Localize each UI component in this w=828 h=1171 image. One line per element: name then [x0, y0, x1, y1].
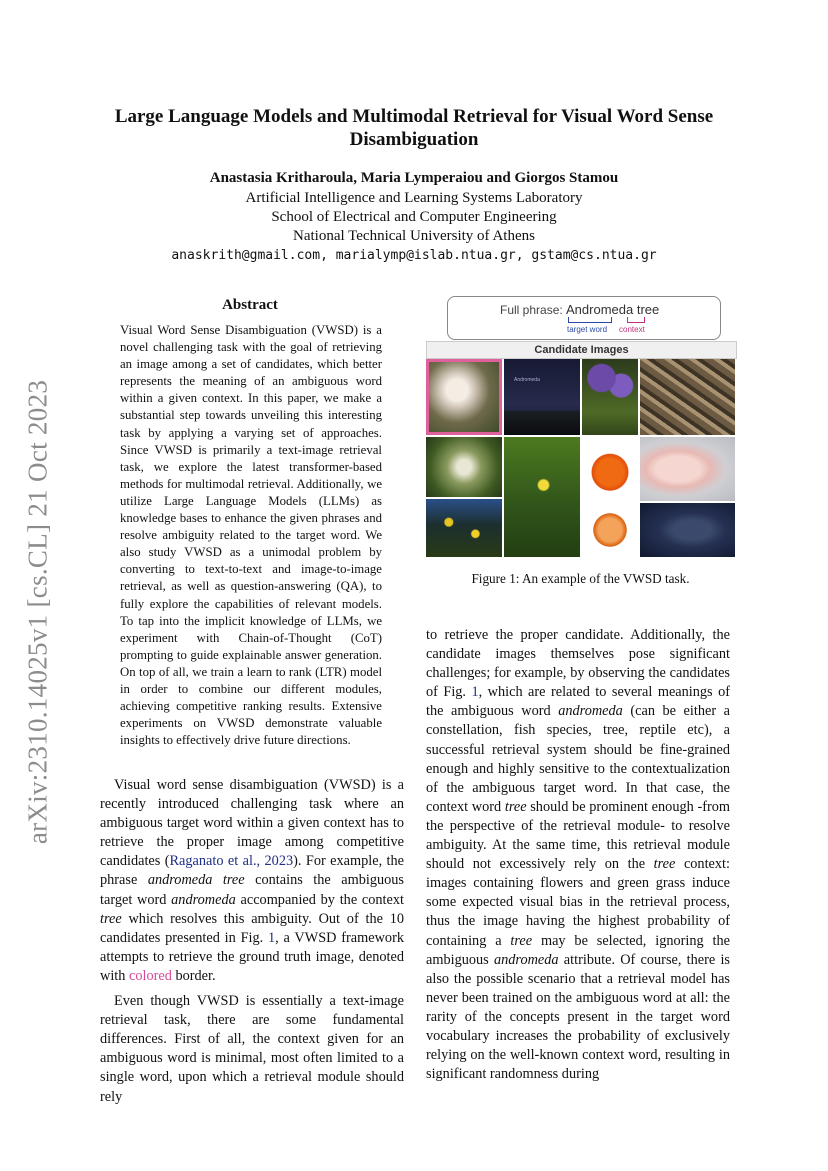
candidate-image-persimmon-cut	[582, 503, 638, 557]
context-bracket	[627, 317, 645, 323]
intro-paragraph-continued	[426, 626, 730, 1084]
emphasis: tree	[510, 932, 533, 949]
abstract-heading: Abstract	[222, 297, 278, 313]
candidate-image-andromeda-tree	[426, 359, 502, 435]
candidate-image-fish	[640, 503, 735, 557]
emphasis: andromeda	[171, 891, 236, 908]
full-phrase-box	[447, 296, 721, 340]
figure-caption: Figure 1: An example of the VWSD task.	[471, 571, 690, 586]
emphasis: tree	[100, 910, 122, 927]
text-run: may be selected, ignoring the ambiguous	[426, 932, 730, 968]
colored-word: colored	[129, 967, 172, 984]
candidate-image-yellow-field	[426, 499, 502, 557]
arxiv-stamp: arXiv:2310.14025v1 [cs.CL] 21 Oct 2023	[22, 379, 53, 845]
emphasis: andromeda	[558, 703, 623, 720]
candidate-image-purple-flowers	[582, 359, 638, 435]
title-line-1: Large Language Models and Multimodal Retrieval for Visual Word Sense	[114, 106, 714, 127]
text-run: , which are related to several meanings of the ambiguous word	[426, 684, 730, 720]
intro-paragraph-1	[100, 776, 404, 986]
text-run: should be prominent enough -from the perspective of the retrieval module- to resolve ambiguity. At the same time, this retrieval module should not excessively rely on the	[426, 798, 730, 873]
body-left-column	[100, 776, 404, 1107]
candidate-images-grid	[426, 359, 735, 557]
phrase-text	[566, 302, 659, 317]
text-run: context: images containing flowers and green grass induce some expected visual bias in the retrieval process, thus the image having the highest probability of containing a	[426, 856, 730, 949]
body-right-column	[426, 626, 730, 1084]
text-run: which resolves this ambiguity. Out of the 10 candidates presented in Fig.	[100, 910, 404, 946]
intro-paragraph-2: Even though VWSD is essentially a text-image retrieval task, there are some fundamental differences. First of all, the context given for an ambiguous word is minimal, most often limited to a single word, upon which a retrieval module should rely	[100, 993, 404, 1105]
emphasis: tree	[653, 856, 676, 873]
candidate-image-persimmon	[582, 437, 638, 501]
figure-ref-link[interactable]: 1	[268, 929, 276, 946]
target-word-label: target word	[567, 325, 608, 334]
abstract-text: Visual Word Sense Disambiguation (VWSD) is a novel challenging task with the goal of retrieving an image among a set of candidates, which better represents the meaning of an ambiguous word within a given context. In this paper, we make a substantial step towards unveiling this interesting task by applying a varying set of approaches. Since VWSD is primarily a text-image retrieval task, we explore the latest transformer-based methods for multimodal retrieval. Additionally, we utilize Large Language Models (LLMs) as knowledge bases to enhance the given phrases and resolve ambiguity related to the target word. We also study VWSD as a unimodal problem by converting to text-to-text and image-to-image retrieval, as well as question-answering (QA), to fully explore the capabilities of relevant models. To tap into the implicit knowledge of LLMs, we experiment with Chain-of-Thought (CoT) prompting to guide explainable answer generation. On top of all, we train a learn to rank (LTR) model in order to combine our different modules, achieving competitive ranking results. Extensive experiments on VWSD demonstrate valuable insights to effectively drive future directions.	[120, 323, 382, 748]
affiliation-school: School of Electrical and Computer Engineering	[271, 209, 557, 225]
paper-title	[60, 105, 768, 151]
candidate-image-axolotl	[640, 437, 735, 501]
phrase-context-word: tree	[636, 302, 660, 317]
emphasis: andromeda	[493, 951, 559, 968]
text-run: contains the ambiguous target word	[100, 872, 404, 908]
emphasis: andromeda tree	[147, 872, 245, 889]
phrase-target-word: Andromeda	[566, 302, 634, 317]
text-run: border.	[171, 967, 216, 984]
affiliation-lab: Artificial Intelligence and Learning Systems Laboratory	[245, 190, 583, 206]
target-bracket	[568, 317, 612, 323]
affiliation-university: National Technical University of Athens	[293, 228, 535, 244]
phrase-label: Full phrase:	[500, 303, 563, 317]
title-line-2: Disambiguation	[349, 129, 479, 150]
candidate-image-grass-flower	[504, 437, 580, 557]
text-run: (can be either a constellation, fish species, tree, reptile etc), a successful retrieval system should be fine-grained enough and highly sensitive to the contextualization of the ambiguous target word. In that case, the context word	[426, 703, 730, 815]
context-label: context	[619, 325, 645, 334]
text-run: Visual word sense disambiguation (VWSD) is a recently introduced challenging task where an ambiguous target word within a given context has to retrieve the proper image among competitive candidates (	[100, 777, 404, 870]
candidate-image-white-blossom	[426, 437, 502, 497]
text-run: ). For example, the phrase	[100, 853, 405, 889]
emphasis: tree	[504, 798, 527, 815]
text-run: , a VWSD framework attempts to retrieve the ground truth image, denoted with	[100, 929, 404, 984]
authors: Anastasia Kritharoula, Maria Lymperaiou and Giorgos Stamou	[209, 170, 619, 186]
author-emails: anaskrith@gmail.com, marialymp@islab.ntua.gr, gstam@cs.ntua.gr	[171, 248, 657, 263]
citation-link[interactable]: Raganato et al., 2023	[169, 853, 294, 870]
figure-ref-link[interactable]: 1	[471, 684, 479, 701]
text-run: to retrieve the proper candidate. Additionally, the candidate images themselves pose significant challenges; for example, by observing the candidates of Fig.	[426, 627, 730, 701]
candidate-images-heading: Candidate Images	[426, 341, 737, 359]
text-run: accompanied by the context	[235, 891, 404, 908]
night-sky-horizon	[504, 411, 580, 435]
text-run: attribute. Of course, there is also the possible scenario that a retrieval model has never been trained on the ambiguous word at all: the rarity of the concepts present in the target word vocabulary increases the probability of exclusively relying on the well-known context word, resulting in significant randomness during	[426, 951, 730, 1083]
night-sky-label: Andromeda	[514, 377, 540, 383]
candidate-image-night-sky	[504, 359, 580, 435]
candidate-image-reptile	[640, 359, 735, 435]
